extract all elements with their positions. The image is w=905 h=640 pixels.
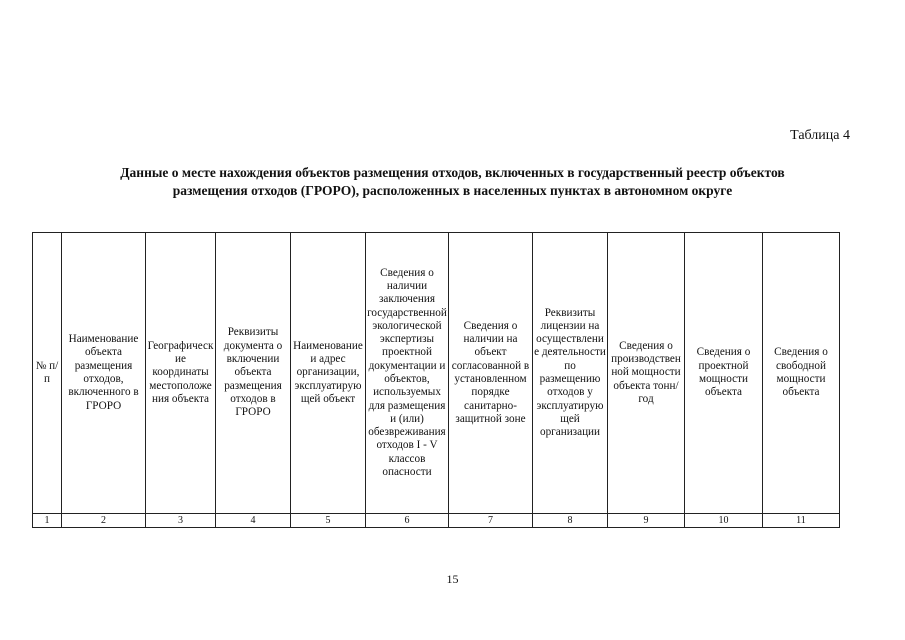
column-number-cell: 1 [33,514,62,528]
column-number-cell: 4 [216,514,291,528]
column-number-cell: 3 [146,514,216,528]
column-number-row [33,514,840,528]
column-number-cell: 2 [62,514,146,528]
header-cell: Наименование объекта размещения отходов, включенного в ГРОРО [62,233,146,514]
column-number-cell: 10 [685,514,763,528]
header-cell: Сведения о наличии заключения государственной экологической экспертизы проектной документации и объектов, используемых для размещения и (или) обезвреживания отходов I - V классов опасности [366,233,449,514]
page-number: 15 [446,572,459,586]
table-header-row [33,233,840,514]
header-cell: Наименование и адрес организации, эксплуатирующей объект [291,233,366,514]
title-line-1: Данные о месте нахождения объектов размещения отходов, включенных в государственный реестр объектов [120,165,785,180]
header-cell: Географические координаты местоположения объекта [146,233,216,514]
column-number-cell: 5 [291,514,366,528]
table-title [40,164,865,200]
title-line-2: размещения отходов (ГРОРО), расположенных в населенных пунктах в автономном округе [172,183,733,198]
column-number-cell: 6 [366,514,449,528]
header-cell: Сведения о производственной мощности объекта тонн/год [608,233,685,514]
waste-objects-table [32,232,840,528]
header-cell: Реквизиты лицензии на осуществление деятельности по размещению отходов у эксплуатирующей организации [533,233,608,514]
header-cell: № п/п [33,233,62,514]
column-number-cell: 7 [449,514,533,528]
table-caption: Таблица 4 [790,128,850,143]
column-number-cell: 9 [608,514,685,528]
header-cell: Реквизиты документа о включении объекта размещения отходов в ГРОРО [216,233,291,514]
header-cell: Сведения о наличии на объект согласованной в установленном порядке санитарно-защитной зоне [449,233,533,514]
column-number-cell: 8 [533,514,608,528]
header-cell: Сведения о проектной мощности объекта [685,233,763,514]
header-cell: Сведения о свободной мощности объекта [763,233,840,514]
column-number-cell: 11 [763,514,840,528]
